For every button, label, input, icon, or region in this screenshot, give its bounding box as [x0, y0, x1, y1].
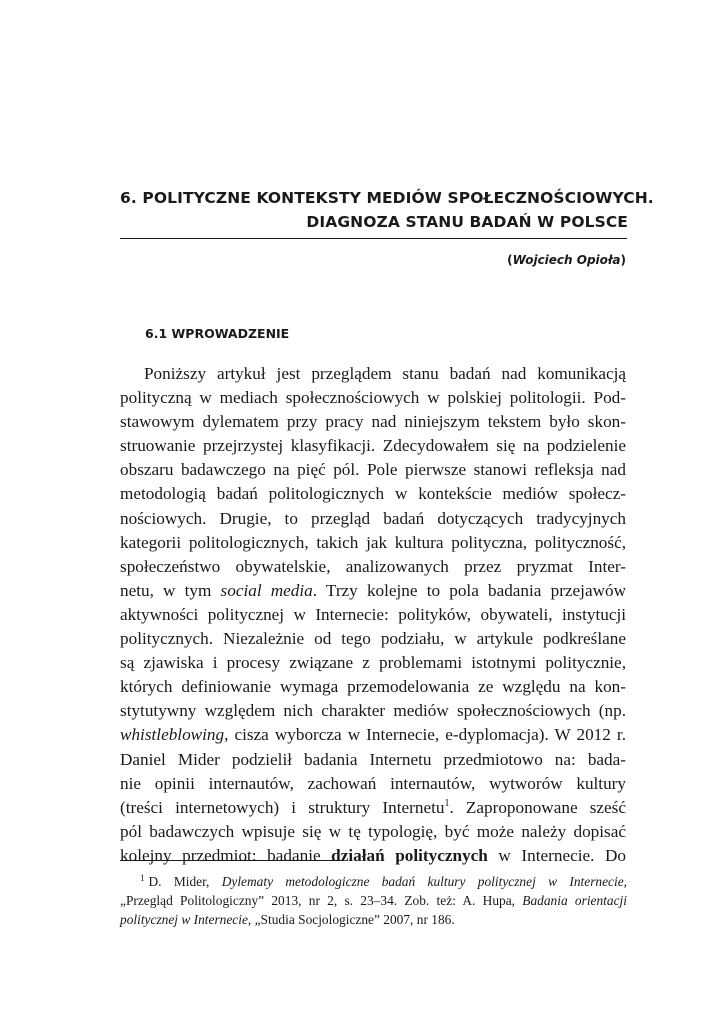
body-line: pól badawczych wpisuje się w tę typologię, być może należy dopisać [120, 821, 626, 841]
body-text-italic: whistleblowing [120, 725, 225, 745]
body-text-bold: działań politycznych [331, 845, 488, 865]
body-line: stawowym dylematem przy pracy nad niniejszym tekstem było skon- [120, 412, 626, 432]
chapter-title-line-2: DIAGNOZA STANU BADAŃ W POLSCE [306, 213, 628, 231]
footnote-text-italic: Badania orientacji [522, 893, 627, 908]
body-line: metodologią badań politologicznych w kontekście mediów społecz- [120, 484, 626, 504]
body-line: aktywności politycznej w Internecie: polityków, obywateli, instytucji [120, 604, 626, 624]
body-line: Daniel Mider podzielił badania Internetu przedmiotowo na: bada- [120, 749, 626, 769]
footnote-text-italic: politycznej w Internecie [120, 912, 248, 927]
footnote-text-run: „Przegląd Politologiczny” 2013, nr 2, s. 23–34. Zob. też: A. Hupa, [120, 893, 523, 908]
body-paragraph [120, 362, 626, 868]
author-open-paren: ( [507, 253, 513, 267]
footnote-line [120, 910, 627, 929]
body-text-run: , cisza wyborcza w Internecie, e-dyplomacja). W 2012 r. [224, 725, 626, 745]
footnote-reference[interactable]: 1 [444, 797, 450, 809]
body-text-run: kolejny przedmiot: badanie [120, 845, 332, 865]
body-line: których definiowanie wymaga przemodelowania ze względu na kon- [120, 677, 626, 697]
body-line [120, 796, 626, 820]
body-text-italic: social media [220, 580, 313, 600]
body-line: nościowych. Drugie, to przegląd badań dotyczących tradycyjnych [120, 508, 626, 528]
body-text-run: . Zaproponowane sześć [449, 797, 626, 817]
footnote-text-run: D. Mider, [148, 874, 222, 889]
chapter-title-line-1: 6. POLITYCZNE KONTEKSTY MEDIÓW SPOŁECZNOŚCIOWYCH. [120, 189, 654, 207]
body-line: nie opinii internautów, zachowań internautów, wytworów kultury [120, 773, 626, 793]
footnote-line [120, 872, 627, 891]
section-heading: 6.1 WPROWADZENIE [145, 326, 290, 341]
body-line: społeczeństwo obywatelskie, analizowanych przez pryzmat Inter- [120, 556, 626, 576]
footnote-text-italic: Dylematy metodologiczne badań kultury politycznej w Internecie [221, 874, 624, 889]
body-line [120, 579, 626, 603]
body-line: polityczną w mediach społecznościowych w polskiej politologii. Pod- [120, 388, 626, 408]
title-divider [120, 238, 627, 239]
body-line: są zjawiska i procesy związane z problemami istotnymi politycznie, [120, 653, 626, 673]
chapter-title [120, 186, 654, 234]
body-line: struowanie przejrzystej klasyfikacji. Zdecydowałem się na podzielenie [120, 436, 626, 456]
body-text-run: (treści internetowych) i struktury Internetu [120, 797, 445, 817]
footnote-text-run: , „Studia Socjologiczne” 2007, nr 186. [247, 912, 455, 927]
body-line: stytutywny względem nich charakter mediów społecznościowych (np. [120, 701, 626, 721]
body-line: obszaru badawczego na pięć pól. Pole pierwsze stanowi refleksja nad [120, 460, 626, 480]
footnote-text-run: , [623, 874, 628, 889]
body-text-run: netu, w tym [120, 580, 221, 600]
author-line [507, 253, 626, 267]
body-line: politycznych. Niezależnie od tego podziału, w artykule podkreślane [120, 629, 626, 649]
body-line [120, 844, 626, 868]
footnote [120, 872, 627, 929]
body-line: Poniższy artykuł jest przeglądem stanu badań nad komunikacją [144, 364, 626, 383]
author-close-paren: ) [620, 253, 626, 267]
footnote-mark: 1 [140, 873, 145, 883]
body-line: kategorii politologicznych, takich jak kultura polityczna, polityczność, [120, 532, 626, 552]
body-text-run: . Trzy kolejne to pola badania przejawów [312, 580, 626, 600]
author-name: Wojciech Opioła [512, 253, 621, 267]
footnote-divider [120, 860, 344, 861]
body-text-run: w Internecie. Do [487, 845, 626, 865]
footnote-line [120, 891, 627, 910]
body-line [120, 723, 626, 747]
